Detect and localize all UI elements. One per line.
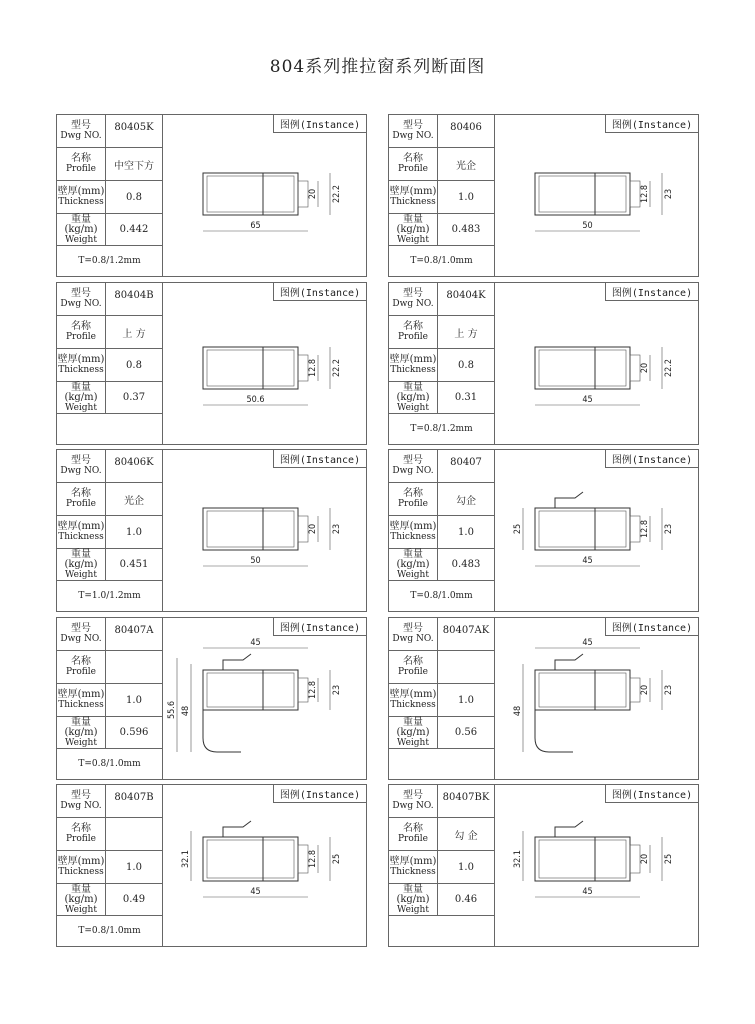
profile-outline	[203, 670, 298, 710]
profile-label: 名称 Profile	[57, 148, 106, 180]
legend-label: 图例(Instance)	[605, 618, 698, 636]
thickness-note	[389, 916, 494, 946]
profile-outline	[535, 173, 630, 215]
dwg-row	[57, 618, 162, 651]
profile-card	[388, 282, 699, 445]
profile-drawing	[163, 115, 366, 276]
weight-label: 重量(kg/m) Weight	[389, 884, 438, 915]
thickness-label: 壁厚(mm) Thickness	[57, 349, 106, 381]
weight-label: 重量(kg/m) Weight	[389, 214, 438, 245]
dimension-h1-label: 12.8	[308, 849, 318, 869]
legend-label: 图例(Instance)	[273, 115, 366, 133]
dimension-h1-label: 12.8	[308, 680, 318, 700]
profile-row	[57, 651, 162, 684]
profile-value: 上 方	[122, 328, 146, 340]
legend-label: 图例(Instance)	[605, 450, 698, 468]
dimension-left-label: 48	[513, 705, 523, 717]
thickness-label: 壁厚(mm) Thickness	[389, 684, 438, 716]
profile-value	[106, 651, 162, 683]
dwg-value: 80406K	[114, 457, 154, 468]
dwg-row	[57, 115, 162, 148]
weight-value: 0.56	[454, 727, 478, 738]
profile-label: 名称 Profile	[57, 818, 106, 850]
thickness-value: 1.0	[458, 191, 474, 203]
thickness-value: 1.0	[458, 526, 474, 538]
dimension-h2-label: 23	[332, 684, 342, 696]
profile-flange	[298, 516, 308, 542]
thickness-label: 壁厚(mm) Thickness	[57, 684, 106, 716]
dwg-value: 80406	[450, 122, 482, 133]
dimension-h2-label: 25	[332, 853, 342, 865]
thickness-row	[389, 349, 494, 382]
profile-value	[106, 818, 162, 850]
profile-label: 名称 Profile	[389, 818, 438, 850]
weight-value: 0.483	[451, 559, 481, 570]
weight-row	[389, 382, 494, 414]
dimension-h1-label: 12.8	[308, 358, 318, 378]
weight-label: 重量(kg/m) Weight	[57, 214, 106, 245]
thickness-value: 0.8	[126, 359, 142, 371]
dwg-label: 型号 Dwg NO.	[389, 283, 438, 315]
profile-drawing	[163, 283, 366, 444]
profile-row	[57, 316, 162, 349]
profile-label: 名称 Profile	[389, 651, 438, 683]
profile-inner-wall	[207, 840, 294, 878]
profile-drawing	[495, 785, 698, 946]
dwg-label: 型号 Dwg NO.	[389, 618, 438, 650]
profile-label: 名称 Profile	[57, 651, 106, 683]
profile-value: 光企	[456, 160, 476, 172]
dimension-h1-label: 12.8	[640, 184, 650, 204]
weight-row	[57, 382, 162, 414]
weight-label: 重量(kg/m) Weight	[57, 549, 106, 580]
profile-flange	[298, 355, 308, 381]
weight-label: 重量(kg/m) Weight	[389, 549, 438, 580]
weight-value: 0.451	[119, 559, 149, 570]
profile-card	[56, 617, 367, 780]
dwg-label: 型号 Dwg NO.	[57, 618, 106, 650]
weight-row	[389, 214, 494, 246]
profile-flange	[630, 845, 640, 873]
dwg-value: 80404K	[446, 290, 486, 301]
profile-value: 上 方	[454, 328, 478, 340]
thickness-note: T=0.8/1.0mm	[78, 926, 141, 936]
dwg-value: 80407	[450, 457, 482, 468]
info-table	[389, 785, 495, 946]
profile-outline	[203, 837, 298, 881]
dimension-h2-label: 23	[664, 684, 674, 696]
profile-outline	[203, 508, 298, 550]
legend-label: 图例(Instance)	[605, 115, 698, 133]
profile-outline	[535, 670, 630, 710]
legend-label: 图例(Instance)	[273, 450, 366, 468]
profile-drawing	[495, 115, 698, 276]
profile-inner-wall	[207, 176, 294, 212]
thickness-note	[57, 414, 162, 444]
dwg-label: 型号 Dwg NO.	[389, 785, 438, 817]
thickness-note: T=0.8/1.0mm	[78, 759, 141, 769]
weight-value: 0.483	[451, 224, 481, 235]
thickness-value: 0.8	[458, 359, 474, 371]
weight-row	[389, 884, 494, 916]
weight-value: 0.31	[454, 392, 478, 403]
dwg-label: 型号 Dwg NO.	[57, 115, 106, 147]
profile-row	[57, 818, 162, 851]
weight-row	[389, 717, 494, 749]
profile-row	[57, 483, 162, 516]
profile-drawing	[495, 450, 698, 611]
dwg-row	[389, 115, 494, 148]
thickness-label: 壁厚(mm) Thickness	[389, 181, 438, 213]
profile-value: 勾企	[456, 495, 476, 507]
profile-outline	[535, 837, 630, 881]
profile-hook	[555, 654, 583, 670]
thickness-value: 1.0	[126, 861, 142, 873]
dwg-value: 80405K	[114, 122, 154, 133]
profile-inner-wall	[207, 673, 294, 707]
dimension-h1-label: 12.8	[640, 519, 650, 539]
profile-tail	[203, 710, 241, 752]
dimension-width-label: 45	[250, 638, 261, 648]
profile-card	[388, 449, 699, 612]
thickness-note: T=0.8/1.2mm	[410, 424, 473, 434]
profile-drawing	[495, 618, 698, 779]
thickness-note: T=0.8/1.0mm	[410, 591, 473, 601]
dimension-h1-label: 20	[308, 188, 318, 200]
dwg-label: 型号 Dwg NO.	[57, 785, 106, 817]
profile-row	[389, 818, 494, 851]
legend-label: 图例(Instance)	[273, 283, 366, 301]
thickness-row	[57, 349, 162, 382]
profile-label: 名称 Profile	[389, 316, 438, 348]
dimension-width-label: 45	[582, 887, 593, 897]
dwg-row	[389, 450, 494, 483]
profile-hook	[555, 821, 583, 837]
thickness-row	[57, 181, 162, 214]
profile-inner-wall	[539, 840, 626, 878]
profile-card	[388, 784, 699, 947]
thickness-row	[389, 684, 494, 717]
thickness-row	[389, 181, 494, 214]
legend-label: 图例(Instance)	[605, 283, 698, 301]
profile-drawing	[163, 618, 366, 779]
weight-label: 重量(kg/m) Weight	[57, 884, 106, 915]
dwg-label: 型号 Dwg NO.	[389, 450, 438, 482]
info-table	[57, 450, 163, 611]
dimension-width-label: 45	[582, 556, 593, 566]
dimension-h2-label: 22.2	[332, 358, 342, 378]
info-table	[389, 450, 495, 611]
profile-flange	[630, 516, 640, 542]
profile-inner-wall	[207, 350, 294, 386]
dimension-width-label: 45	[582, 638, 593, 648]
thickness-value: 1.0	[126, 526, 142, 538]
weight-row	[57, 884, 162, 916]
info-table	[389, 618, 495, 779]
dwg-label: 型号 Dwg NO.	[389, 115, 438, 147]
weight-value: 0.49	[122, 894, 146, 905]
info-table	[57, 618, 163, 779]
profile-value: 光企	[124, 495, 144, 507]
weight-row	[57, 549, 162, 581]
dwg-value: 80407AK	[442, 625, 490, 636]
profile-label: 名称 Profile	[57, 316, 106, 348]
profile-flange	[630, 355, 640, 381]
dwg-value: 80404B	[114, 290, 154, 301]
dimension-h1-label: 20	[640, 684, 650, 696]
dwg-label: 型号 Dwg NO.	[57, 283, 106, 315]
weight-value: 0.442	[119, 224, 149, 235]
dwg-row	[389, 618, 494, 651]
thickness-value: 1.0	[126, 694, 142, 706]
dwg-label: 型号 Dwg NO.	[57, 450, 106, 482]
dimension-h2-label: 25	[664, 853, 674, 865]
thickness-note: T=0.8/1.2mm	[78, 256, 141, 266]
thickness-note	[389, 749, 494, 779]
thickness-row	[57, 684, 162, 717]
thickness-label: 壁厚(mm) Thickness	[389, 516, 438, 548]
dimension-left-label: 32.1	[513, 849, 523, 869]
info-table	[389, 115, 495, 276]
dwg-row	[57, 450, 162, 483]
profile-row	[389, 483, 494, 516]
profile-row	[389, 316, 494, 349]
info-table	[57, 785, 163, 946]
profile-tail	[535, 710, 573, 752]
profile-flange	[298, 181, 308, 207]
profile-outline	[535, 347, 630, 389]
profile-label: 名称 Profile	[389, 148, 438, 180]
weight-value: 0.596	[119, 727, 149, 738]
dimension-width-label: 50.6	[246, 395, 265, 405]
info-table	[57, 115, 163, 276]
profile-drawing	[163, 785, 366, 946]
profile-card	[56, 282, 367, 445]
dimension-left-label: 25	[513, 523, 523, 535]
legend-label: 图例(Instance)	[273, 785, 366, 803]
dimension-left-label: 48	[181, 705, 191, 717]
weight-value: 0.46	[454, 894, 478, 905]
dimension-h1-label: 20	[640, 362, 650, 374]
dimension-width-label: 65	[250, 221, 261, 231]
thickness-note: T=1.0/1.2mm	[78, 591, 141, 601]
thickness-row	[389, 851, 494, 884]
thickness-label: 壁厚(mm) Thickness	[57, 181, 106, 213]
thickness-label: 壁厚(mm) Thickness	[389, 851, 438, 883]
profile-value	[438, 651, 494, 683]
profile-drawing	[163, 450, 366, 611]
profile-inner-wall	[539, 673, 626, 707]
thickness-note: T=0.8/1.0mm	[410, 256, 473, 266]
dimension-h2-label: 22.2	[332, 184, 342, 204]
info-table	[389, 283, 495, 444]
profile-flange	[630, 678, 640, 702]
profile-inner-wall	[207, 511, 294, 547]
profile-hook	[223, 821, 251, 837]
thickness-row	[389, 516, 494, 549]
dwg-value: 80407B	[114, 792, 154, 803]
dimension-width-label: 50	[250, 556, 261, 566]
profile-flange	[298, 678, 308, 702]
profile-flange	[298, 845, 308, 873]
profile-hook	[223, 654, 251, 670]
thickness-label: 壁厚(mm) Thickness	[389, 349, 438, 381]
dwg-row	[389, 283, 494, 316]
profile-inner-wall	[539, 350, 626, 386]
info-table	[57, 283, 163, 444]
dimension-h2-label: 22.2	[664, 358, 674, 378]
dimension-width-label: 50	[582, 221, 593, 231]
weight-value: 0.37	[122, 392, 146, 403]
profile-outline	[535, 508, 630, 550]
thickness-row	[57, 516, 162, 549]
dwg-value: 80407BK	[442, 792, 490, 803]
thickness-label: 壁厚(mm) Thickness	[57, 516, 106, 548]
profile-row	[389, 651, 494, 684]
dimension-h2-label: 23	[664, 523, 674, 535]
dimension-h2-label: 23	[332, 523, 342, 535]
thickness-value: 0.8	[126, 191, 142, 203]
profile-row	[57, 148, 162, 181]
dimension-h2-label: 23	[664, 188, 674, 200]
profile-label: 名称 Profile	[389, 483, 438, 515]
profile-inner-wall	[539, 176, 626, 212]
legend-label: 图例(Instance)	[273, 618, 366, 636]
dwg-value: 80407A	[114, 625, 154, 636]
profile-card	[388, 114, 699, 277]
weight-label: 重量(kg/m) Weight	[57, 382, 106, 413]
dimension-width-label: 45	[582, 395, 593, 405]
profile-value: 勾 企	[454, 830, 478, 842]
profile-inner-wall	[539, 511, 626, 547]
dwg-row	[57, 785, 162, 818]
weight-label: 重量(kg/m) Weight	[389, 717, 438, 748]
page-title: 804系列推拉窗系列断面图	[269, 57, 486, 77]
weight-label: 重量(kg/m) Weight	[57, 717, 106, 748]
weight-row	[57, 717, 162, 749]
dimension-h1-label: 20	[640, 853, 650, 865]
dwg-row	[389, 785, 494, 818]
profile-drawing	[495, 283, 698, 444]
profile-card	[56, 784, 367, 947]
profile-outline	[203, 173, 298, 215]
profile-value: 中空下方	[114, 160, 154, 172]
profile-card	[56, 114, 367, 277]
dimension-left2-label: 55.6	[167, 700, 177, 720]
thickness-row	[57, 851, 162, 884]
thickness-value: 1.0	[458, 861, 474, 873]
profile-flange	[630, 181, 640, 207]
thickness-value: 1.0	[458, 694, 474, 706]
profile-label: 名称 Profile	[57, 483, 106, 515]
dwg-row	[57, 283, 162, 316]
profile-card	[388, 617, 699, 780]
profile-hook	[555, 492, 583, 508]
legend-label: 图例(Instance)	[605, 785, 698, 803]
weight-label: 重量(kg/m) Weight	[389, 382, 438, 413]
profile-row	[389, 148, 494, 181]
weight-row	[389, 549, 494, 581]
dimension-h1-label: 20	[308, 523, 318, 535]
dimension-width-label: 45	[250, 887, 261, 897]
profile-outline	[203, 347, 298, 389]
thickness-label: 壁厚(mm) Thickness	[57, 851, 106, 883]
weight-row	[57, 214, 162, 246]
profile-card	[56, 449, 367, 612]
dimension-left-label: 32.1	[181, 849, 191, 869]
